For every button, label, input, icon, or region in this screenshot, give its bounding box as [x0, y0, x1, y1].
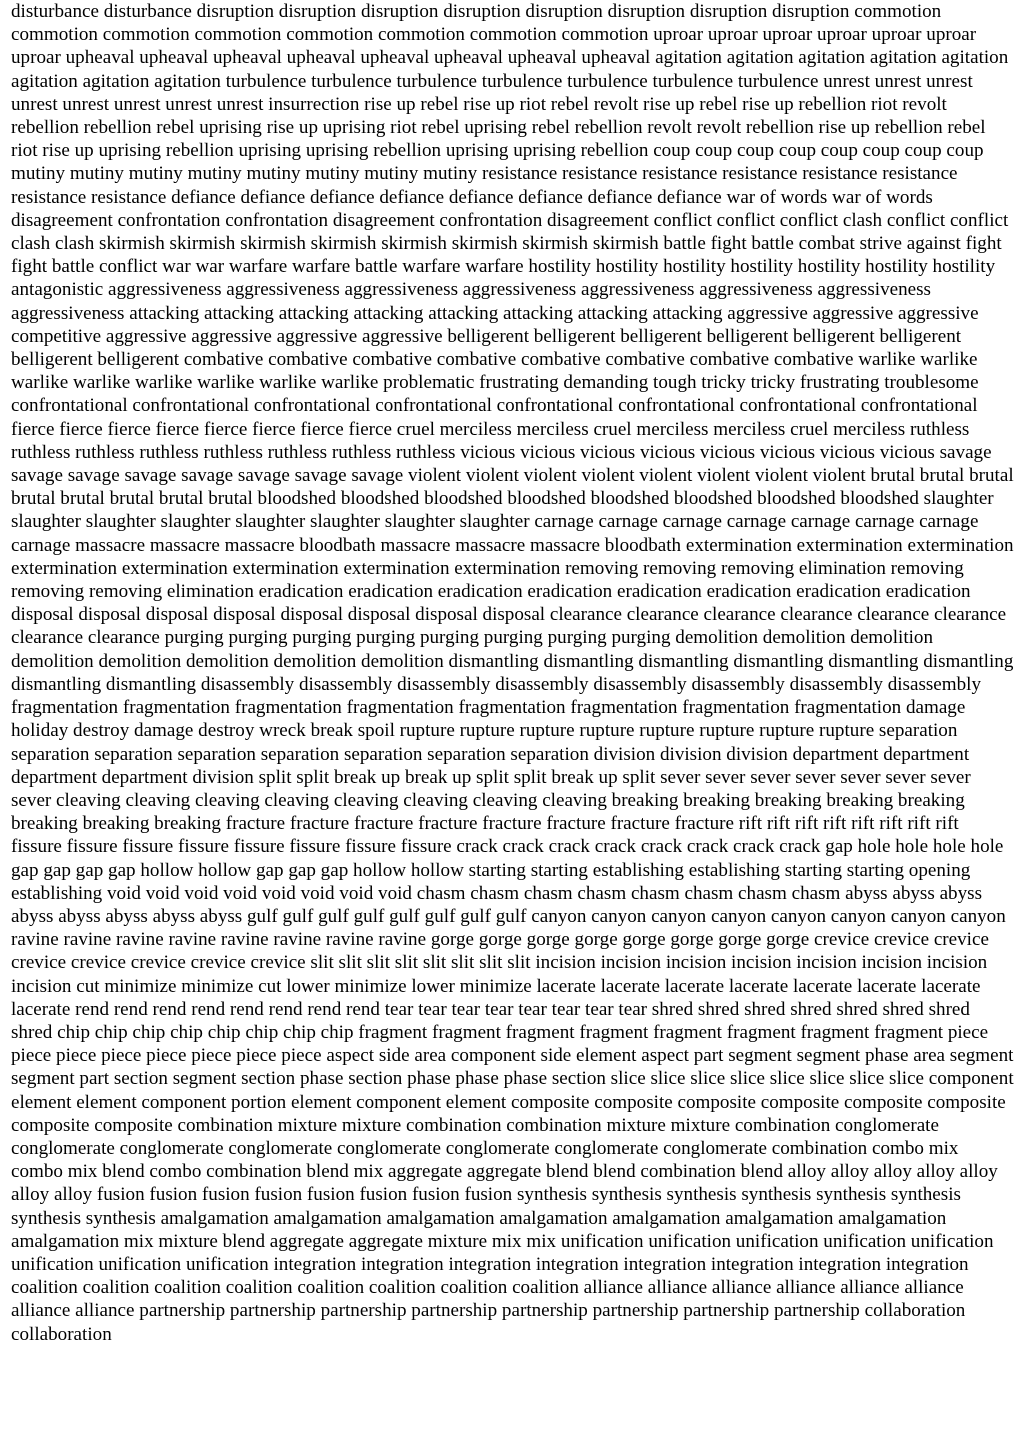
body-text: disturbance disturbance disruption disruption disruption disruption disruption disruption disruption disruption commotion commotion commotion commotion commotion commotion commotion commotion uproar uproar uproar uproar uproar uproar uproar upheaval upheaval upheaval upheaval upheaval upheaval upheaval upheaval agitation agitation agitation agitation agitation agitation agitation agitation turbulence turbulence turbulence turbulence turbulence turbulence turbulence unrest unrest unrest unrest unrest unrest unrest unrest insurrection rise up rebel rise up riot rebel revolt rise up rebel rise up rebellion riot revolt rebellion rebellion rebel uprising rise up uprising riot rebel uprising rebel rebellion revolt revolt rebellion rise up rebellion rebel riot rise up uprising rebellion uprising uprising rebellion uprising uprising rebellion coup coup coup coup coup coup coup coup mutiny mutiny mutiny mutiny mutiny mutiny mutiny mutiny resistance resistance resistance resistance resistance resistance resistance resistance defiance defiance defiance defiance defiance defiance defiance defiance war of words war of words disagreement confrontation confrontation disagreement confrontation disagreement conflict conflict conflict clash conflict conflict clash clash skirmish skirmish skirmish skirmish skirmish skirmish skirmish skirmish battle fight battle combat strive against fight fight battle conflict war war warfare warfare battle warfare warfare hostility hostility hostility hostility hostility hostility hostility antagonistic aggressiveness aggressiveness aggressiveness aggressiveness aggressiveness aggressiveness aggressiveness aggressiveness attacking attacking attacking attacking attacking attacking attacking attacking aggressive aggressive aggressive competitive aggressive aggressive aggressive aggressive belligerent belligerent belligerent belligerent belligerent belligerent belligerent belligerent combative combative combative combative combative combative combative combative warlike warlike warlike warlike warlike warlike warlike warlike problematic frustrating demanding tough tricky tricky frustrating troublesome confrontational confrontational confrontational confrontational confrontational confrontational confrontational confrontational fierce fierce fierce fierce fierce fierce fierce fierce cruel merciless merciless cruel merciless merciless cruel merciless ruthless ruthless ruthless ruthless ruthless ruthless ruthless ruthless vicious vicious vicious vicious vicious vicious vicious vicious savage savage savage savage savage savage savage savage violent violent violent violent violent violent violent violent brutal brutal brutal brutal brutal brutal brutal brutal bloodshed bloodshed bloodshed bloodshed bloodshed bloodshed bloodshed bloodshed slaughter slaughter slaughter slaughter slaughter slaughter slaughter slaughter carnage carnage carnage carnage carnage carnage carnage carnage massacre massacre massacre bloodbath massacre massacre massacre bloodbath extermination extermination extermination extermination extermination extermination extermination extermination removing removing removing elimination removing removing removing elimination eradication eradication eradication eradication eradication eradication eradication eradication disposal disposal disposal disposal disposal disposal disposal disposal clearance clearance clearance clearance clearance clearance clearance clearance purging purging purging purging purging purging purging purging demolition demolition demolition demolition demolition demolition demolition demolition dismantling dismantling dismantling dismantling dismantling dismantling dismantling dismantling disassembly disassembly disassembly disassembly disassembly disassembly disassembly disassembly fragmentation fragmentation fragmentation fragmentation fragmentation fragmentation fragmentation fragmentation damage holiday destroy damage destroy wreck break spoil rupture rupture rupture rupture rupture rupture rupture rupture separation separation separation separation separation separation separation separation division division division department department department department division split split break up break up split split break up split sever sever sever sever sever sever sever sever cleaving cleaving cleaving cleaving cleaving cleaving cleaving cleaving breaking breaking breaking breaking breaking breaking breaking breaking fracture fracture fracture fracture fracture fracture fracture fracture rift rift rift rift rift rift rift rift fissure fissure fissure fissure fissure fissure fissure fissure crack crack crack crack crack crack crack crack gap hole hole hole hole gap gap gap gap hollow hollow gap gap gap hollow hollow starting starting establishing establishing starting starting opening establishing void void void void void void void void chasm chasm chasm chasm chasm chasm chasm chasm abyss abyss abyss abyss abyss abyss abyss abyss gulf gulf gulf gulf gulf gulf gulf gulf canyon canyon canyon canyon canyon canyon canyon canyon ravine ravine ravine ravine ravine ravine ravine ravine gorge gorge gorge gorge gorge gorge gorge gorge crevice crevice crevice crevice crevice crevice crevice crevice slit slit slit slit slit slit slit slit incision incision incision incision incision incision incision incision cut minimize minimize cut lower minimize lower minimize lacerate lacerate lacerate lacerate lacerate lacerate lacerate lacerate rend rend rend rend rend rend rend rend tear tear tear tear tear tear tear tear shred shred shred shred shred shred shred shred chip chip chip chip chip chip chip chip fragment fragment fragment fragment fragment fragment fragment fragment piece piece piece piece piece piece piece piece aspect side area component side element aspect part segment segment phase area segment segment part section segment section phase section phase phase phase section slice slice slice slice slice slice slice slice component element element component portion element component element composite composite composite composite composite composite composite composite combination mixture mixture combination combination mixture mixture combination conglomerate conglomerate conglomerate conglomerate conglomerate conglomerate conglomerate conglomerate combination combo mix combo mix blend combo combination blend mix aggregate aggregate blend blend combination blend alloy alloy alloy alloy alloy alloy alloy fusion fusion fusion fusion fusion fusion fusion fusion synthesis synthesis synthesis synthesis synthesis synthesis synthesis synthesis amalgamation amalgamation amalgamation amalgamation amalgamation amalgamation amalgamation amalgamation mix mixture blend aggregate aggregate mixture mix mix unification unification unification unification unification unification unification unification integration integration integration integration integration integration integration integration coalition coalition coalition coalition coalition coalition coalition coalition alliance alliance alliance alliance alliance alliance alliance alliance partnership partnership partnership partnership partnership partnership partnership partnership collaboration collaboration	[11, 1, 1014, 1345]
